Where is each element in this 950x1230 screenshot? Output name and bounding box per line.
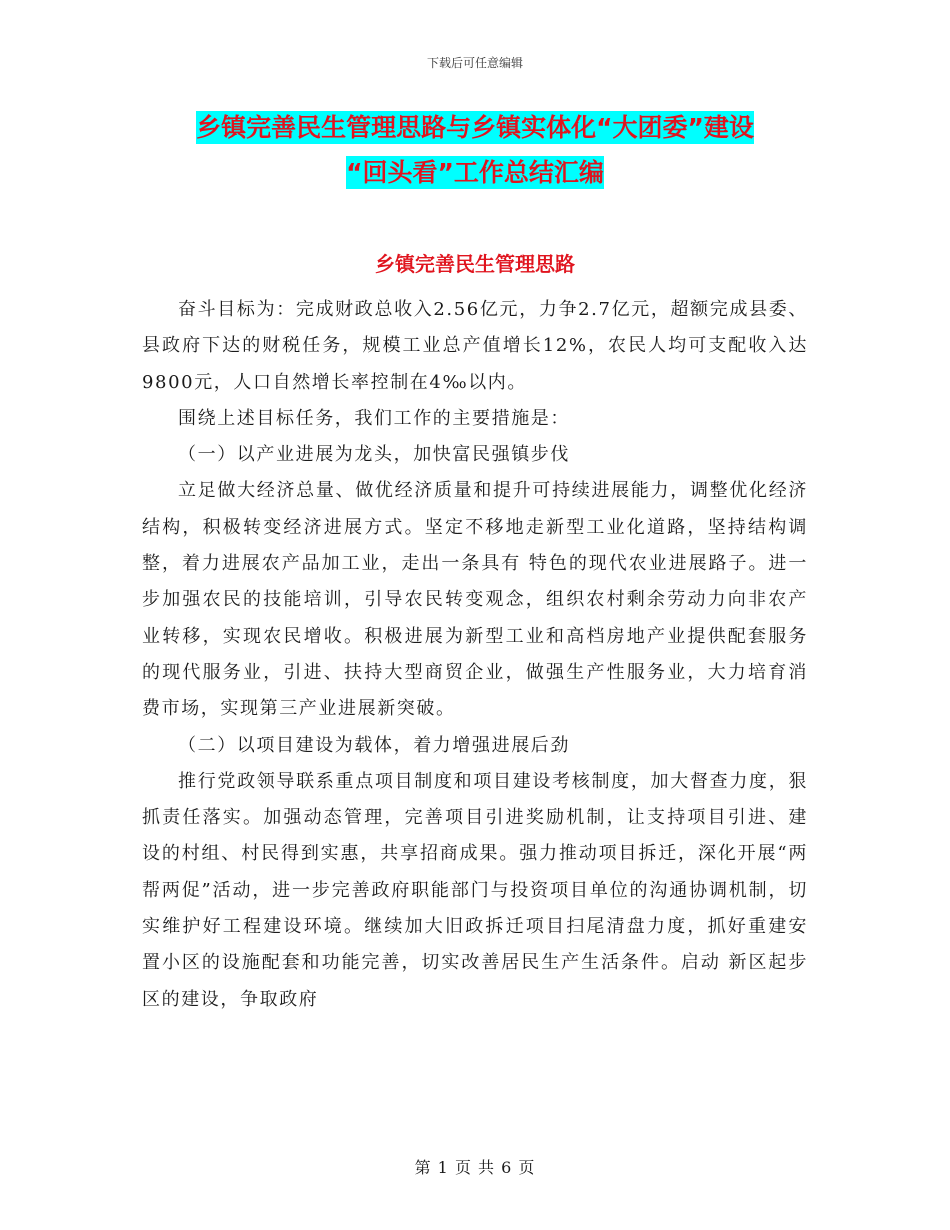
document-title-line-2: [0, 155, 950, 191]
section-title: 乡镇完善民生管理思路: [375, 252, 575, 276]
subheading-projects: （二）以项目建设为载体，着力增强进展后劲: [178, 734, 570, 756]
paragraph-projects: 推行党政领导联系重点项目制度和项目建设考核制度，加大督查力度，狠抓责任落实。加强动态管理，完善项目引进奖励机制，让支持项目引进、建设的村组、村民得到实惠，共享招商成果。强力推动项目拆迁，深化开展“两帮两促”活动，进一步完善政府职能部门与投资项目单位的沟通协调机制，切实维护好工程建设环境。继续加大旧政拆迁项目扫尾清盘力度，抓好重建安置小区的设施配套和功能完善，切实改善居民生产生活条件。启动 新区起步区的建设，争取政府: [142, 770, 808, 1010]
title-highlight-1: 乡镇完善民生管理思路与乡镇实体化“大团委”建设: [196, 113, 754, 142]
document-body: [142, 292, 808, 1018]
header-note: 下载后可任意编辑: [426, 56, 523, 70]
paragraph-industry: 立足做大经济总量、做优经济质量和提升可持续进展能力，调整优化经济结构，积极转变经济进展方式。坚定不移地走新型工业化道路，坚持结构调整，着力进展农产品加工业，走出一条具有 特色的现代农业进展路子。进一步加强农民的技能培训，引导农民转变观念，组织农村剩余劳动力向非农产业转移，实现农民增收。积极进展为新型工业和高档房地产业提供配套服务的现代服务业，引进、扶持大型商贸企业，做强生产性服务业，大力培育消费市场，实现第三产业进展新突破。: [142, 480, 808, 720]
paragraph-measures-intro: 围绕上述目标任务，我们工作的主要措施是：: [178, 407, 570, 429]
page-footer: 第 1 页 共 6 页: [414, 1158, 536, 1177]
paragraph-goals: 奋斗目标为：完成财政总收入2.56亿元，力争2.7亿元，超额完成县委、县政府下达的财税任务，规模工业总产值增长12%，农民人均可支配收入达9800元，人口自然增长率控制在4‰以内。: [142, 299, 808, 393]
title-highlight-2: “回头看”工作总结汇编: [346, 158, 604, 187]
document-title-line-1: [0, 110, 950, 146]
subheading-industry: （一）以产业进展为龙头，加快富民强镇步伐: [178, 444, 570, 466]
